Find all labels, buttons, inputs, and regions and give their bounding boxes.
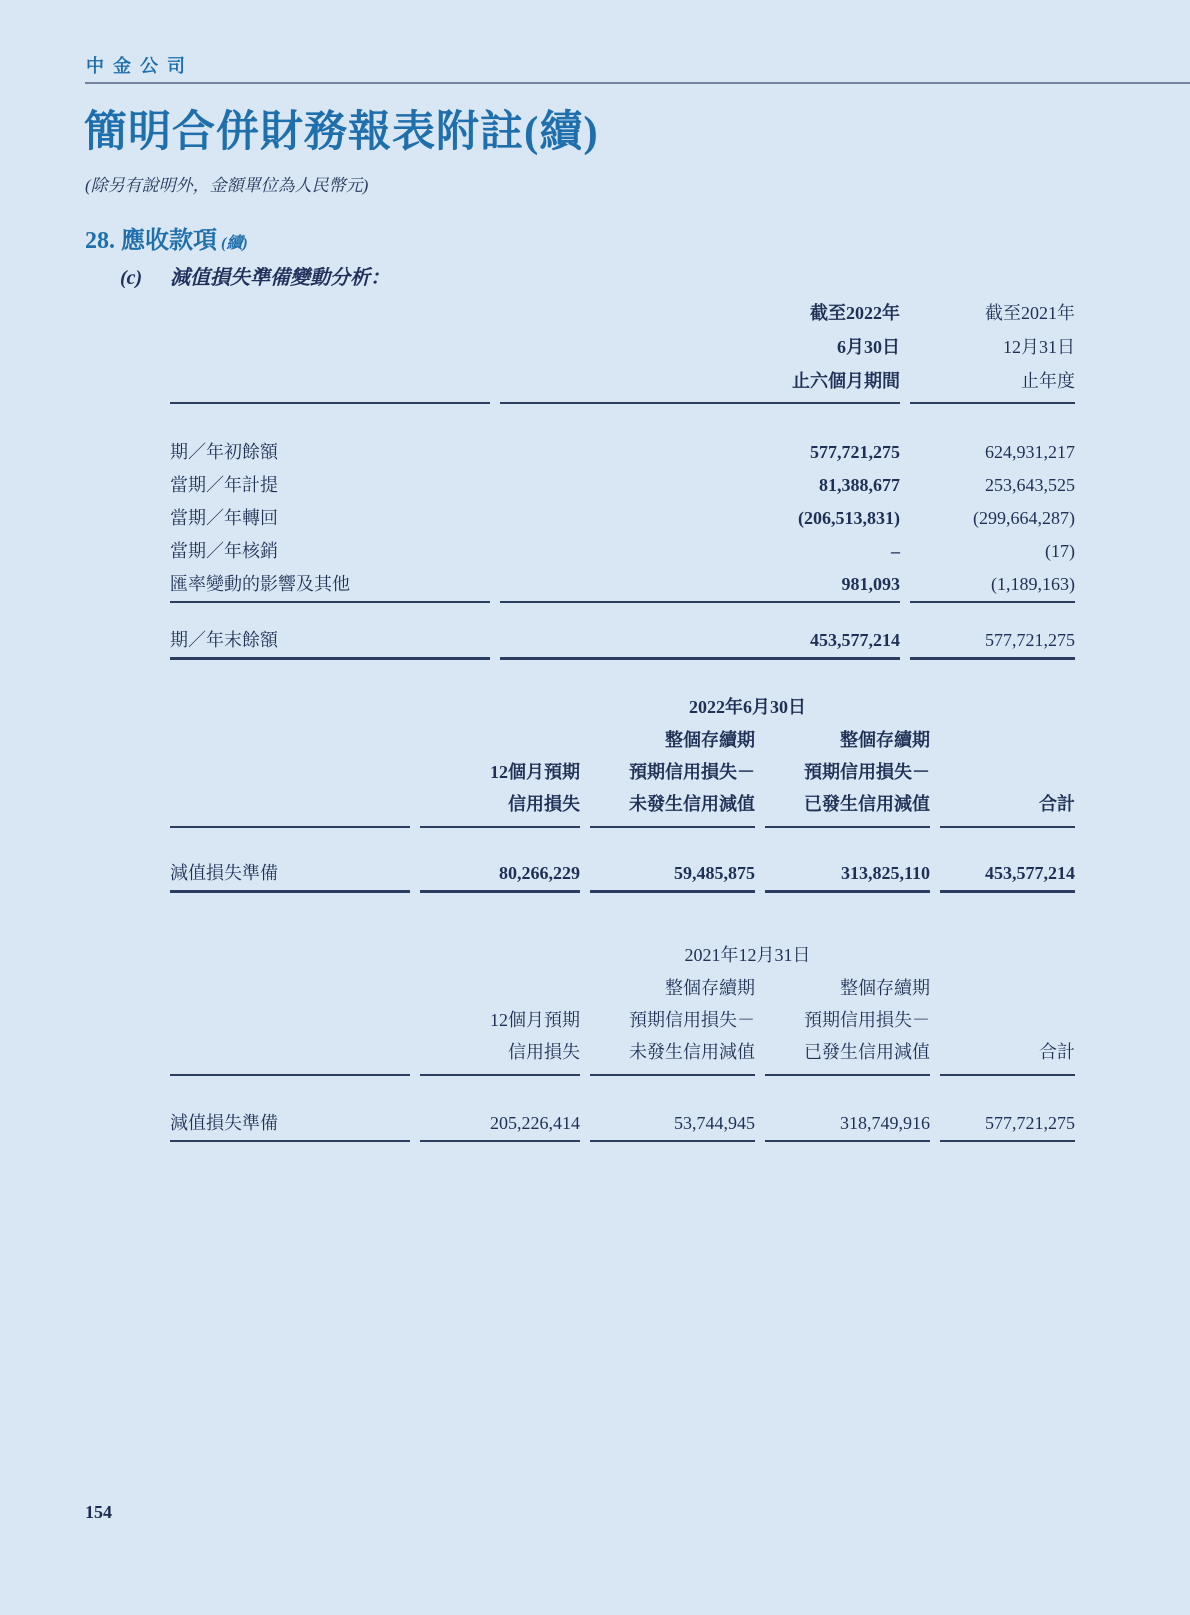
ecl-2021-title-row bbox=[170, 938, 1075, 972]
row-value-2022: 981,093 bbox=[841, 574, 900, 594]
col-total-header: 合計 bbox=[1039, 1042, 1075, 1062]
col-impaired-line2: 預期信用損失－ bbox=[804, 1010, 930, 1030]
ecl-2021-data-row bbox=[170, 1106, 1075, 1140]
col-12m-line2: 信用損失 bbox=[508, 794, 580, 814]
ecl-value-total: 577,721,275 bbox=[985, 1113, 1075, 1133]
col-impaired-line2: 預期信用損失－ bbox=[804, 762, 930, 782]
ecl-2022-header-row-1 bbox=[170, 724, 1075, 756]
movement-header-row-2 bbox=[170, 330, 1075, 364]
col-12m-line1: 12個月預期 bbox=[490, 762, 580, 782]
header-2021-line2: 12月31日 bbox=[1003, 337, 1075, 357]
ecl-table-2022 bbox=[170, 690, 1075, 893]
col-impaired-line3: 已發生信用減值 bbox=[804, 1042, 930, 1062]
ecl-value-not-impaired: 59,485,875 bbox=[674, 863, 755, 883]
total-value-2022: 453,577,214 bbox=[810, 630, 900, 650]
ecl-2021-header-row-3 bbox=[170, 1036, 1075, 1068]
header-2022-line2: 6月30日 bbox=[837, 337, 900, 357]
company-brand: 中金公司 bbox=[86, 56, 194, 76]
row-value-2021: 624,931,217 bbox=[985, 442, 1075, 462]
col-not-impaired-line2: 預期信用損失－ bbox=[629, 762, 755, 782]
ecl-2022-bottom-rule bbox=[170, 890, 1075, 893]
header-2022-line1: 截至2022年 bbox=[810, 303, 900, 323]
movement-header-row-1 bbox=[170, 296, 1075, 330]
ecl-2021-header-rule bbox=[170, 1074, 1075, 1076]
ecl-2022-header-row-3 bbox=[170, 788, 1075, 820]
subsection-label: (c) bbox=[120, 267, 143, 289]
table-row bbox=[170, 502, 1075, 535]
row-label: 匯率變動的影響及其他 bbox=[170, 574, 350, 594]
col-not-impaired-line1: 整個存續期 bbox=[665, 730, 755, 750]
ecl-2022-title: 2022年6月30日 bbox=[689, 697, 806, 717]
ecl-value-not-impaired: 53,744,945 bbox=[674, 1113, 755, 1133]
total-label: 期／年末餘額 bbox=[170, 630, 278, 650]
ecl-row-label: 減值損失準備 bbox=[170, 863, 278, 883]
header-2021-line1: 截至2021年 bbox=[985, 303, 1075, 323]
col-not-impaired-line1: 整個存續期 bbox=[665, 978, 755, 998]
col-not-impaired-line2: 預期信用損失－ bbox=[629, 1010, 755, 1030]
col-12m-line2: 信用損失 bbox=[508, 1042, 580, 1062]
ecl-value-impaired: 313,825,110 bbox=[840, 863, 930, 883]
ecl-2021-header-row-1 bbox=[170, 972, 1075, 1004]
row-label: 當期／年核銷 bbox=[170, 541, 278, 561]
movement-header-rule bbox=[170, 402, 1075, 404]
col-impaired-line1: 整個存續期 bbox=[840, 978, 930, 998]
ecl-2022-title-row bbox=[170, 690, 1075, 724]
row-value-2022: 577,721,275 bbox=[810, 442, 900, 462]
header-divider bbox=[85, 82, 1190, 84]
table-row bbox=[170, 568, 1075, 601]
row-label: 期／年初餘額 bbox=[170, 442, 278, 462]
page-title: 簡明合併財務報表附註(續) bbox=[84, 109, 599, 156]
total-value-2021: 577,721,275 bbox=[985, 630, 1075, 650]
table-row bbox=[170, 535, 1075, 568]
col-impaired-line1: 整個存續期 bbox=[840, 730, 930, 750]
subsection-heading bbox=[120, 261, 390, 290]
ecl-2022-header-rule bbox=[170, 826, 1075, 828]
section-heading bbox=[85, 220, 248, 255]
ecl-row-label: 減值損失準備 bbox=[170, 1113, 278, 1133]
ecl-2021-title: 2021年12月31日 bbox=[684, 945, 811, 965]
section-continued: (續) bbox=[221, 235, 248, 252]
table-row bbox=[170, 469, 1075, 502]
movement-subtotal-rule bbox=[170, 601, 1075, 603]
page-number: 154 bbox=[85, 1502, 112, 1522]
col-not-impaired-line3: 未發生信用減值 bbox=[629, 1042, 755, 1062]
row-value-2021: 253,643,525 bbox=[985, 475, 1075, 495]
page-subtitle: (除另有說明外，金額單位為人民幣元) bbox=[85, 176, 369, 195]
subsection-title: 減值損失準備變動分析： bbox=[170, 267, 390, 289]
movement-header-row-3 bbox=[170, 364, 1075, 398]
section-title: 應收款項 bbox=[121, 228, 217, 254]
ecl-2022-header-row-2 bbox=[170, 756, 1075, 788]
row-value-2021: (299,664,287) bbox=[973, 508, 1075, 528]
ecl-value-12m: 205,226,414 bbox=[490, 1113, 580, 1133]
movement-table bbox=[170, 296, 1075, 660]
movement-total-rule bbox=[170, 657, 1075, 660]
col-impaired-line3: 已發生信用減值 bbox=[804, 794, 930, 814]
ecl-value-impaired: 318,749,916 bbox=[840, 1113, 930, 1133]
ecl-value-total: 453,577,214 bbox=[985, 863, 1075, 883]
row-value-2022: – bbox=[891, 541, 900, 561]
col-not-impaired-line3: 未發生信用減值 bbox=[629, 794, 755, 814]
col-total-header: 合計 bbox=[1039, 794, 1075, 814]
table-row bbox=[170, 436, 1075, 469]
header-2022-line3: 止六個月期間 bbox=[792, 371, 900, 391]
ecl-value-12m: 80,266,229 bbox=[499, 863, 580, 883]
total-row bbox=[170, 623, 1075, 657]
col-12m-line1: 12個月預期 bbox=[490, 1010, 580, 1030]
row-value-2022: 81,388,677 bbox=[819, 475, 900, 495]
row-value-2022: (206,513,831) bbox=[798, 508, 900, 528]
ecl-2021-header-row-2 bbox=[170, 1004, 1075, 1036]
row-value-2021: (17) bbox=[1045, 541, 1075, 561]
header-2021-line3: 止年度 bbox=[1021, 371, 1075, 391]
ecl-2022-data-row bbox=[170, 856, 1075, 890]
ecl-table-2021 bbox=[170, 938, 1075, 1142]
row-label: 當期／年計提 bbox=[170, 475, 278, 495]
section-number: 28. bbox=[85, 228, 115, 254]
row-label: 當期／年轉回 bbox=[170, 508, 278, 528]
row-value-2021: (1,189,163) bbox=[991, 574, 1075, 594]
ecl-2021-bottom-rule bbox=[170, 1140, 1075, 1142]
